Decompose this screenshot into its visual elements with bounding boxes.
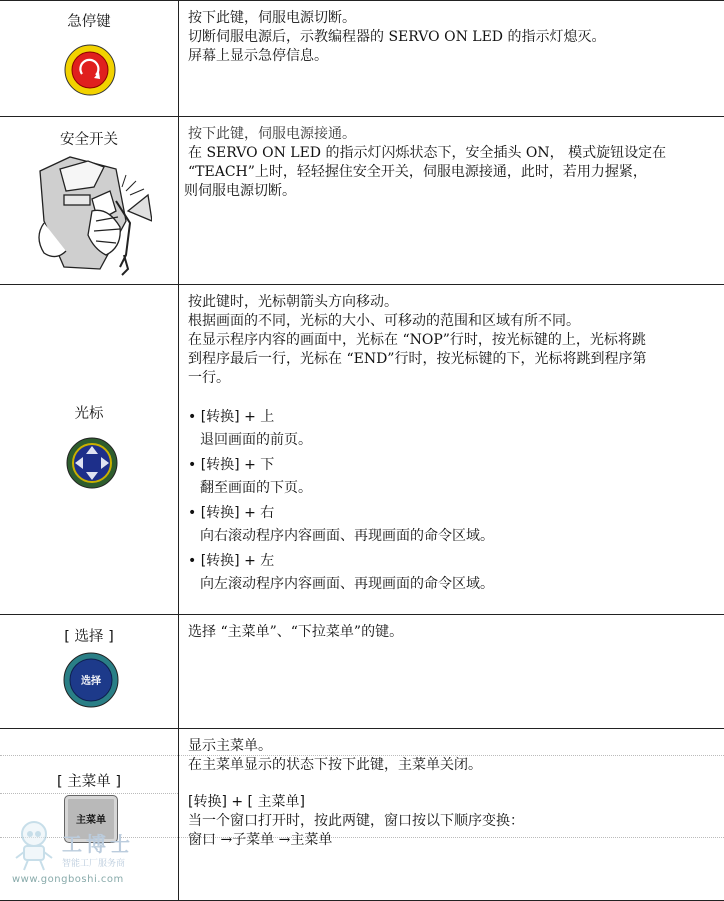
desc-line: 一行。 xyxy=(188,370,230,386)
watermark-brand: 工博士 xyxy=(62,832,134,856)
row-cursor xyxy=(0,284,724,615)
main-menu-description xyxy=(188,737,718,850)
desc-line: 按此键时，光标朝箭头方向移动。 xyxy=(188,294,398,310)
column-divider xyxy=(178,0,179,900)
bullet-key: • [转换] + 右 xyxy=(188,505,275,521)
desc-line: 显示主菜单。 xyxy=(188,738,272,754)
cursor-label: 光标 xyxy=(74,406,104,422)
cursor-bullet-right xyxy=(188,504,718,546)
bullet-key: • [转换] + 下 xyxy=(188,457,275,473)
bullet-key: • [转换] + 左 xyxy=(188,553,275,569)
desc-line: 则伺服电源切断。 xyxy=(184,183,296,199)
emergency-stop-label: 急停键 xyxy=(67,14,111,30)
select-label: [ 选择 ] xyxy=(64,629,114,645)
cursor-bullet-up xyxy=(188,408,718,450)
desc-line: [转换] + [ 主菜单] xyxy=(188,794,305,810)
main-menu-key-text: 主菜单 xyxy=(76,815,106,826)
desc-line: 按下此键，伺服电源切断。 xyxy=(188,10,356,26)
desc-line: 在主菜单显示的状态下按下此键，主菜单关闭。 xyxy=(188,757,482,773)
hand-holding-pendant-icon xyxy=(30,151,152,277)
bullet-desc: 翻至画面的下页。 xyxy=(200,480,312,496)
safety-switch-description xyxy=(184,125,718,201)
row-safety-switch xyxy=(0,116,724,285)
divider xyxy=(0,755,178,756)
bullet-desc: 退回画面的前页。 xyxy=(200,432,312,448)
bullet-desc: 向左滚动程序内容画面、再现画面的命令区域。 xyxy=(200,576,494,592)
divider xyxy=(0,793,178,794)
desc-line: 到程序最后一行，光标在 “END”行时，按光标键的下，光标将跳到程序第 xyxy=(188,351,647,367)
desc-line: 选择 “主菜单”、“下拉菜单”的键。 xyxy=(188,624,404,640)
select-key-icon xyxy=(63,652,119,708)
desc-line: 根据画面的不同，光标的大小、可移动的范围和区域有所不同。 xyxy=(188,313,580,329)
row-emergency-stop xyxy=(0,0,724,117)
robot-mascot-watermark-icon xyxy=(8,814,68,874)
emergency-stop-description xyxy=(188,9,718,66)
select-description xyxy=(188,623,718,642)
desc-line: 按下此键，伺服电源接通。 xyxy=(188,126,356,142)
safety-switch-label: 安全开关 xyxy=(60,132,118,148)
desc-line: “TEACH”上时，轻轻握住安全开关，伺服电源接通，此时，若用力握紧， xyxy=(188,164,647,180)
emergency-stop-button-icon xyxy=(64,44,116,96)
desc-line: 窗口 →子菜单 →主菜单 xyxy=(188,832,333,848)
row-select xyxy=(0,614,724,729)
cursor-keys-icon xyxy=(66,437,118,489)
bullet-desc: 向右滚动程序内容画面、再现画面的命令区域。 xyxy=(200,528,494,544)
cursor-description xyxy=(188,293,718,594)
cursor-bullet-left xyxy=(188,552,718,594)
watermark-url: www.gongboshi.com xyxy=(12,874,124,885)
select-key-text: 选择 xyxy=(81,676,101,687)
desc-line: 切断伺服电源后，示教编程器的 SERVO ON LED 的指示灯熄灭。 xyxy=(188,29,606,45)
bullet-key: • [转换] + 上 xyxy=(188,409,275,425)
desc-line: 在 SERVO ON LED 的指示灯闪烁状态下，安全插头 ON， 模式旋钮设定在 xyxy=(188,145,667,161)
watermark-subtitle: 智能工厂服务商 xyxy=(62,859,126,869)
desc-line: 当一个窗口打开时，按此两键，窗口按以下顺序变换： xyxy=(188,813,524,829)
desc-line: 屏幕上显示急停信息。 xyxy=(188,48,328,64)
main-menu-label: [ 主菜单 ] xyxy=(56,774,122,790)
cursor-bullet-down xyxy=(188,456,718,498)
desc-line: 在显示程序内容的画面中，光标在 “NOP”行时，按光标键的上，光标将跳 xyxy=(188,332,646,348)
